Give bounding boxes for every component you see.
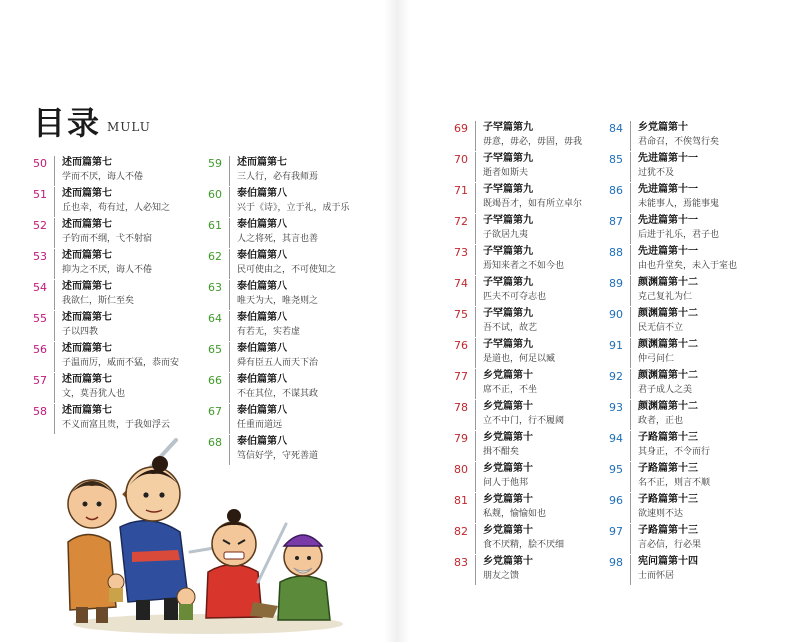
page-number: 57 (31, 373, 55, 403)
chapter-name: 子罕篇第九 (483, 215, 533, 226)
section-title: 君命召，不俟驾行矣 (638, 137, 720, 147)
chapter-name: 子罕篇第九 (483, 153, 533, 164)
chapter-name: 乡党篇第十 (483, 432, 533, 443)
section-title: 由也升堂矣，未入于室也 (638, 261, 738, 271)
section-title: 不义而富且贵，于我如浮云 (62, 420, 171, 430)
chapter-name: 述而篇第七 (237, 157, 287, 168)
chapter-name: 子罕篇第九 (483, 184, 533, 195)
section-title: 问人于他邦 (483, 478, 529, 488)
section-title: 毋意，毋必，毋固，毋我 (483, 137, 583, 147)
section-title: 民可使由之，不可使知之 (237, 265, 337, 275)
section-title: 朋友之馈 (483, 571, 520, 581)
title-pinyin: MULU (107, 120, 151, 134)
page-number: 64 (206, 311, 230, 341)
page-number: 81 (452, 493, 476, 523)
page-number: 58 (31, 404, 55, 434)
section-title: 政者，正也 (638, 416, 684, 426)
chapter-name: 子路篇第十三 (638, 432, 698, 443)
page-number: 59 (206, 156, 230, 186)
section-title: 子温而厉，威而不猛，恭而安 (62, 358, 180, 368)
chapter-name: 乡党篇第十 (638, 122, 688, 133)
toc-entry[interactable] (452, 183, 582, 213)
page-number: 65 (206, 342, 230, 372)
toc-entry[interactable] (206, 218, 318, 248)
toc-entry[interactable] (607, 369, 698, 399)
toc-entry[interactable] (452, 524, 564, 554)
chapter-name: 子路篇第十三 (638, 494, 698, 505)
page-number: 61 (206, 218, 230, 248)
toc-entry[interactable] (452, 338, 555, 368)
page-number: 62 (206, 249, 230, 279)
chapter-name: 泰伯篇第八 (237, 250, 287, 261)
page-number: 55 (31, 311, 55, 341)
chapter-name: 先进篇第十一 (638, 184, 698, 195)
section-title: 名不正，则言不顺 (638, 478, 711, 488)
toc-entry[interactable] (31, 342, 179, 372)
chapter-name: 颜渊篇第十二 (638, 277, 698, 288)
toc-entry[interactable] (607, 276, 698, 306)
toc-entry[interactable] (452, 462, 533, 492)
chapter-name: 子罕篇第九 (483, 339, 533, 350)
page-number: 63 (206, 280, 230, 310)
section-title: 席不正，不坐 (483, 385, 538, 395)
section-title: 言必信，行必果 (638, 540, 702, 550)
chapter-name: 泰伯篇第八 (237, 343, 287, 354)
chapter-name: 乡党篇第十 (483, 525, 533, 536)
chapter-name: 泰伯篇第八 (237, 281, 287, 292)
toc-entry[interactable] (607, 121, 719, 151)
toc-entry[interactable] (607, 400, 698, 430)
chapter-name: 先进篇第十一 (638, 246, 698, 257)
section-title: 人之将死，其言也善 (237, 234, 319, 244)
section-title: 其身正，不令而行 (638, 447, 711, 457)
page-number: 86 (607, 183, 631, 213)
toc-entry[interactable] (607, 338, 698, 368)
section-title: 唯天为大，唯尧则之 (237, 296, 319, 306)
section-title: 后进于礼乐，君子也 (638, 230, 720, 240)
page-number: 70 (452, 152, 476, 182)
page-number: 89 (607, 276, 631, 306)
chapter-name: 子罕篇第九 (483, 308, 533, 319)
page-number: 56 (31, 342, 55, 372)
page-number: 80 (452, 462, 476, 492)
toc-entry[interactable] (206, 373, 318, 403)
page-number: 66 (206, 373, 230, 403)
toc-entry[interactable] (31, 218, 152, 248)
toc-entry[interactable] (31, 373, 125, 403)
chapter-name: 颜渊篇第十二 (638, 401, 698, 412)
chapter-name: 泰伯篇第八 (237, 219, 287, 230)
page-number: 87 (607, 214, 631, 244)
chapter-name: 述而篇第七 (62, 343, 112, 354)
section-title: 逝者如斯夫 (483, 168, 529, 178)
boy-red-figure (206, 509, 286, 618)
chapter-name: 颜渊篇第十二 (638, 308, 698, 319)
toc-entry[interactable] (452, 307, 537, 337)
page-number: 75 (452, 307, 476, 337)
toc-entry[interactable] (452, 400, 564, 430)
section-title: 君子成人之美 (638, 385, 693, 395)
chapter-name: 子路篇第十三 (638, 463, 698, 474)
chapter-name: 子罕篇第九 (483, 122, 533, 133)
toc-entry[interactable] (452, 214, 533, 244)
section-title: 丘也幸，苟有过，人必知之 (62, 203, 171, 213)
chapter-name: 泰伯篇第八 (237, 405, 287, 416)
toc-entry[interactable] (607, 214, 719, 244)
section-title: 任重而道远 (237, 420, 283, 430)
page-number: 78 (452, 400, 476, 430)
chapter-name: 先进篇第十一 (638, 215, 698, 226)
page-number: 93 (607, 400, 631, 430)
page-number: 73 (452, 245, 476, 275)
chapter-name: 泰伯篇第八 (237, 374, 287, 385)
section-title: 食不厌精，脍不厌细 (483, 540, 565, 550)
toc-entry[interactable] (607, 524, 701, 554)
section-title: 焉知来者之不如今也 (483, 261, 565, 271)
toc-entry[interactable] (206, 249, 336, 279)
section-title: 学而不厌，诲人不倦 (62, 172, 144, 182)
toc-entry[interactable] (206, 342, 318, 372)
page-number: 71 (452, 183, 476, 213)
section-title: 吾不试，故艺 (483, 323, 538, 333)
page-number: 72 (452, 214, 476, 244)
page-number: 91 (607, 338, 631, 368)
chapter-name: 述而篇第七 (62, 219, 112, 230)
toc-entry[interactable] (607, 462, 710, 492)
toc-entry[interactable] (452, 555, 533, 585)
section-title: 克己复礼为仁 (638, 292, 693, 302)
page-number: 54 (31, 280, 55, 310)
page-number: 74 (452, 276, 476, 306)
toc-entry[interactable] (452, 369, 537, 399)
chapter-name: 子路篇第十三 (638, 525, 698, 536)
toc-entry[interactable] (31, 187, 170, 217)
right-page (392, 0, 785, 642)
section-title: 子以四教 (62, 327, 99, 337)
section-title: 揖不酣矣 (483, 447, 520, 457)
cartoon-swordsmen-illustration (58, 432, 348, 637)
toc-entry[interactable] (607, 555, 698, 585)
toc-entry[interactable] (607, 431, 710, 461)
chapter-name: 述而篇第七 (62, 188, 112, 199)
page-number: 90 (607, 307, 631, 337)
page-number: 88 (607, 245, 631, 275)
page-number: 52 (31, 218, 55, 248)
page-number: 83 (452, 555, 476, 585)
chapter-name: 乡党篇第十 (483, 463, 533, 474)
boy-left-figure (68, 480, 116, 623)
page-number: 69 (452, 121, 476, 151)
chapter-name: 述而篇第七 (62, 405, 112, 416)
page-number: 68 (206, 435, 230, 465)
chapter-name: 乡党篇第十 (483, 370, 533, 381)
chapter-name: 颜渊篇第十二 (638, 339, 698, 350)
toc-entry[interactable] (452, 152, 533, 182)
toc-entry[interactable] (31, 280, 134, 310)
chapter-name: 颜渊篇第十二 (638, 370, 698, 381)
section-title: 是道也，何足以臧 (483, 354, 556, 364)
page-number: 98 (607, 555, 631, 585)
toc-entry[interactable] (452, 245, 564, 275)
chapter-name: 述而篇第七 (62, 312, 112, 323)
section-title: 既竭吾才，如有所立卓尔 (483, 199, 583, 209)
section-title: 立不中门，行不履阈 (483, 416, 565, 426)
toc-entry[interactable] (31, 249, 152, 279)
toc-entry[interactable] (206, 280, 318, 310)
toc-entry[interactable] (452, 121, 582, 151)
page-number: 76 (452, 338, 476, 368)
chapter-name: 子罕篇第九 (483, 277, 533, 288)
section-title: 子钓而不纲，弋不射宿 (62, 234, 153, 244)
section-title: 三人行，必有我师焉 (237, 172, 319, 182)
section-title: 舜有臣五人而天下治 (237, 358, 319, 368)
toc-entry[interactable] (607, 307, 698, 337)
toc-entry[interactable] (31, 156, 143, 186)
section-title: 笃信好学，守死善道 (237, 451, 319, 461)
chapter-name: 乡党篇第十 (483, 556, 533, 567)
toc-entry[interactable] (607, 183, 719, 213)
page-number: 77 (452, 369, 476, 399)
section-title: 我欲仁，斯仁至矣 (62, 296, 135, 306)
toc-entry[interactable] (607, 493, 698, 523)
book-gutter (384, 0, 410, 642)
page-number: 85 (607, 152, 631, 182)
toc-entry[interactable] (206, 156, 318, 186)
page-number: 84 (607, 121, 631, 151)
section-title: 兴于《诗》，立于礼，成于乐 (237, 203, 350, 213)
toc-entry[interactable] (607, 152, 698, 182)
page-number: 60 (206, 187, 230, 217)
chapter-name: 述而篇第七 (62, 250, 112, 261)
toc-entry[interactable] (452, 276, 546, 306)
page-number: 94 (607, 431, 631, 461)
section-title: 匹夫不可夺志也 (483, 292, 547, 302)
title-chinese: 目录 (33, 104, 102, 142)
section-title: 过犹不及 (638, 168, 675, 178)
toc-entry[interactable] (452, 493, 546, 523)
section-title: 子欲居九夷 (483, 230, 529, 240)
section-title: 不在其位，不谋其政 (237, 389, 319, 399)
toc-entry[interactable] (607, 245, 737, 275)
toc-entry[interactable] (206, 311, 300, 341)
chapter-name: 乡党篇第十 (483, 401, 533, 412)
old-man-figure (278, 535, 330, 620)
page-number: 96 (607, 493, 631, 523)
page-title (33, 100, 151, 140)
toc-entry[interactable] (31, 311, 112, 341)
section-title: 未能事人，焉能事鬼 (638, 199, 720, 209)
page-number: 50 (31, 156, 55, 186)
chapter-name: 泰伯篇第八 (237, 312, 287, 323)
section-title: 欲速则不达 (638, 509, 684, 519)
page-number: 67 (206, 404, 230, 434)
page-number: 97 (607, 524, 631, 554)
page-number: 53 (31, 249, 55, 279)
section-title: 民无信不立 (638, 323, 684, 333)
toc-entry[interactable] (31, 404, 170, 434)
toc-entry[interactable] (452, 431, 533, 461)
chapter-name: 子罕篇第九 (483, 246, 533, 257)
page-number: 82 (452, 524, 476, 554)
chapter-name: 乡党篇第十 (483, 494, 533, 505)
page-number: 79 (452, 431, 476, 461)
page-number: 51 (31, 187, 55, 217)
chapter-name: 泰伯篇第八 (237, 436, 287, 447)
chapter-name: 述而篇第七 (62, 374, 112, 385)
chapter-name: 泰伯篇第八 (237, 188, 287, 199)
chapter-name: 述而篇第七 (62, 281, 112, 292)
chapter-name: 先进篇第十一 (638, 153, 698, 164)
section-title: 私觌，愉愉如也 (483, 509, 547, 519)
chapter-name: 述而篇第七 (62, 157, 112, 168)
section-title: 士而怀居 (638, 571, 675, 581)
section-title: 仲弓问仁 (638, 354, 675, 364)
toc-entry[interactable] (206, 404, 287, 434)
chapter-name: 宪问篇第十四 (638, 556, 698, 567)
page-number: 95 (607, 462, 631, 492)
section-title: 文，莫吾犹人也 (62, 389, 126, 399)
section-title: 有若无，实若虚 (237, 327, 301, 337)
toc-entry[interactable] (206, 187, 350, 217)
page-number: 92 (607, 369, 631, 399)
section-title: 抑为之不厌，诲人不倦 (62, 265, 153, 275)
